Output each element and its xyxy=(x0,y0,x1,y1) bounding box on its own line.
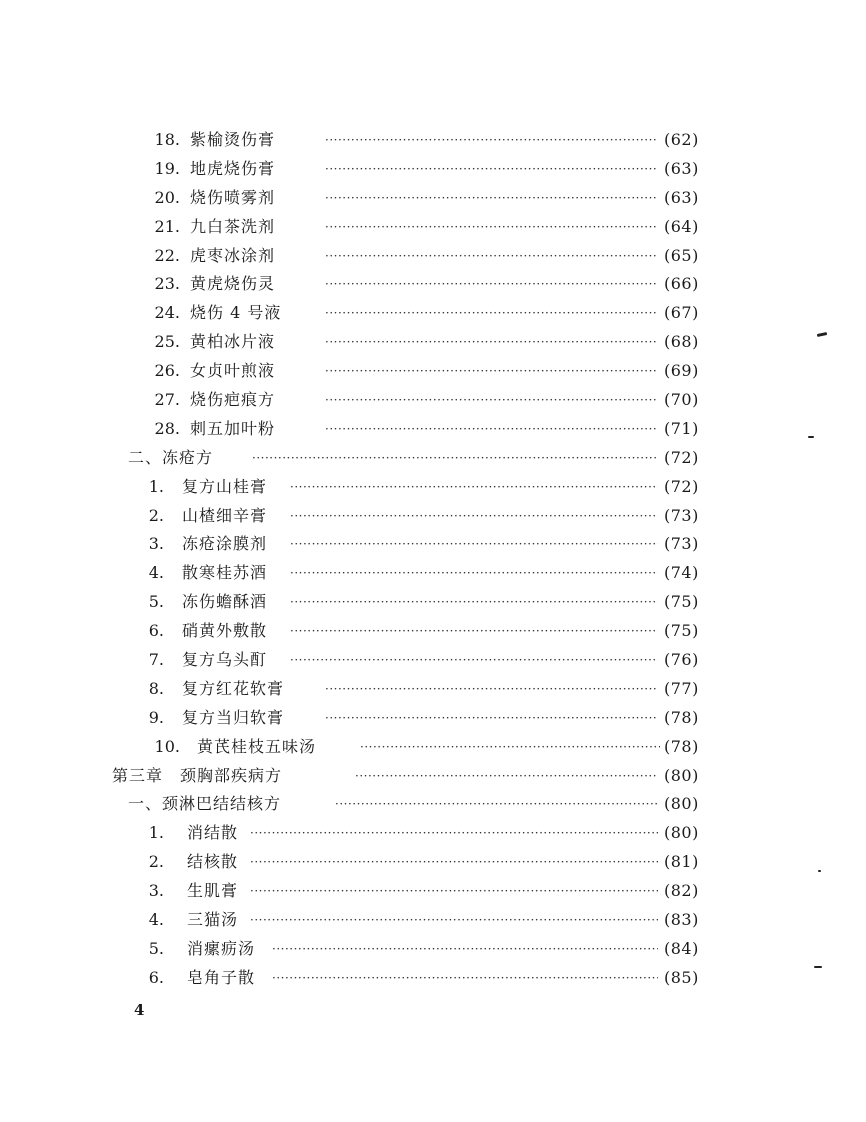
entry-page: (80) xyxy=(664,765,699,785)
toc-entry xyxy=(0,126,866,155)
toc-entry xyxy=(0,819,866,848)
entry-number: 3. xyxy=(148,534,164,554)
entry-title: 复方红花软膏 xyxy=(182,678,285,698)
page-number: 4 xyxy=(134,1001,145,1019)
toc-entry xyxy=(0,184,866,213)
entry-title: 女贞叶煎液 xyxy=(190,361,276,381)
entry-page: (70) xyxy=(664,390,699,410)
dot-leader xyxy=(325,357,658,386)
toc-entry xyxy=(0,357,866,386)
entry-page: (76) xyxy=(664,650,699,670)
entry-page: (64) xyxy=(664,216,699,236)
entry-number: 23. xyxy=(154,274,180,294)
entry-number: 6. xyxy=(148,621,164,641)
toc-entry xyxy=(0,848,866,877)
entry-number: 28. xyxy=(154,418,180,438)
entry-number: 26. xyxy=(154,361,180,381)
toc-entry xyxy=(0,242,866,271)
entry-page: (66) xyxy=(664,274,699,294)
entry-page: (82) xyxy=(664,881,699,901)
entry-page: (78) xyxy=(664,707,699,727)
entry-title: 黄柏冰片液 xyxy=(190,332,276,352)
entry-title: 紫榆烫伤膏 xyxy=(190,130,276,149)
dot-leader xyxy=(250,848,658,877)
dot-leader xyxy=(325,184,658,213)
toc-entry xyxy=(0,270,866,299)
table-of-contents xyxy=(0,126,866,993)
toc-entry xyxy=(0,588,866,617)
entry-title: 消瘰疬汤 xyxy=(187,938,256,958)
entry-number: 1. xyxy=(148,823,164,843)
dot-leader xyxy=(252,444,658,473)
toc-entry xyxy=(0,877,866,906)
dot-leader xyxy=(325,704,658,733)
entry-title: 生肌膏 xyxy=(187,881,239,901)
entry-number: 3. xyxy=(148,881,164,901)
entry-title: 结核散 xyxy=(187,852,239,872)
entry-page: (69) xyxy=(664,361,699,381)
scan-speck xyxy=(808,436,814,438)
entry-page: (75) xyxy=(664,621,699,641)
entry-title: 三猫汤 xyxy=(187,910,239,930)
dot-leader xyxy=(250,906,658,935)
toc-entry xyxy=(0,213,866,242)
entry-number: 20. xyxy=(154,187,180,207)
toc-section xyxy=(0,444,866,473)
dot-leader xyxy=(325,155,658,184)
dot-leader xyxy=(325,242,658,271)
toc-entry xyxy=(0,328,866,357)
dot-leader xyxy=(290,530,658,559)
entry-page: (81) xyxy=(664,852,699,872)
dot-leader xyxy=(290,559,658,588)
toc-chapter xyxy=(0,762,866,791)
dot-leader xyxy=(290,502,658,531)
entry-number: 8. xyxy=(148,678,164,698)
entry-title: 复方当归软膏 xyxy=(182,707,285,727)
entry-number: 25. xyxy=(154,332,180,352)
toc-entry xyxy=(0,559,866,588)
entry-page: (85) xyxy=(664,967,699,987)
entry-page: (72) xyxy=(664,476,699,496)
entry-title: 山楂细辛膏 xyxy=(182,505,268,525)
entry-title: 复方乌头酊 xyxy=(182,650,268,670)
scan-speck xyxy=(814,966,822,968)
entry-title: 冻伤蟾酥酒 xyxy=(182,592,268,612)
toc-entry xyxy=(0,704,866,733)
entry-page: (73) xyxy=(664,534,699,554)
entry-page: (77) xyxy=(664,678,699,698)
dot-leader xyxy=(325,675,658,704)
entry-number: 21. xyxy=(154,216,180,236)
entry-number: 2. xyxy=(148,505,164,525)
toc-entry xyxy=(0,473,866,502)
toc-entry xyxy=(0,935,866,964)
entry-number: 27. xyxy=(154,390,180,410)
entry-number: 6. xyxy=(148,967,164,987)
toc-entry xyxy=(0,617,866,646)
dot-leader xyxy=(290,588,658,617)
entry-title: 烧伤疤痕方 xyxy=(190,390,276,410)
dot-leader xyxy=(325,415,658,444)
entry-page: (67) xyxy=(664,303,699,323)
dot-leader xyxy=(290,473,658,502)
chapter-title: 第三章 颈胸部疾病方 xyxy=(112,765,283,785)
entry-number: 24. xyxy=(154,303,180,323)
entry-page: (74) xyxy=(664,563,699,583)
dot-leader xyxy=(335,790,658,819)
dot-leader xyxy=(250,877,658,906)
dot-leader xyxy=(272,964,658,993)
entry-number: 18. xyxy=(154,130,180,149)
toc-entry xyxy=(0,502,866,531)
entry-page: (73) xyxy=(664,505,699,525)
entry-title: 硝黄外敷散 xyxy=(182,621,268,641)
toc-entry xyxy=(0,675,866,704)
entry-page: (63) xyxy=(664,187,699,207)
entry-page: (63) xyxy=(664,158,699,178)
dot-leader xyxy=(250,819,658,848)
entry-page: (84) xyxy=(664,938,699,958)
dot-leader xyxy=(355,762,658,791)
toc-entry xyxy=(0,386,866,415)
entry-number: 10. xyxy=(154,736,180,756)
toc-section xyxy=(0,790,866,819)
dot-leader xyxy=(325,126,658,155)
entry-title: 烧伤喷雾剂 xyxy=(190,187,276,207)
dot-leader xyxy=(272,935,658,964)
entry-title: 冻疮涂膜剂 xyxy=(182,534,268,554)
toc-entry xyxy=(0,155,866,184)
toc-entry xyxy=(0,906,866,935)
dot-leader xyxy=(325,386,658,415)
entry-number: 19. xyxy=(154,158,180,178)
entry-title: 散寒桂苏酒 xyxy=(182,563,268,583)
dot-leader xyxy=(360,733,660,762)
dot-leader xyxy=(325,328,658,357)
toc-entry xyxy=(0,964,866,993)
entry-number: 5. xyxy=(148,938,164,958)
section-title: 二、冻疮方 xyxy=(128,447,214,467)
entry-page: (78) xyxy=(664,736,699,756)
scan-speck xyxy=(818,870,821,872)
entry-title: 复方山桂膏 xyxy=(182,476,268,496)
entry-number: 4. xyxy=(148,910,164,930)
dot-leader xyxy=(325,213,658,242)
toc-entry xyxy=(0,530,866,559)
entry-page: (62) xyxy=(664,130,699,149)
entry-title: 消结散 xyxy=(187,823,239,843)
entry-title: 烧伤 4 号液 xyxy=(190,303,282,323)
entry-title: 九白茶洗剂 xyxy=(190,216,276,236)
entry-page: (68) xyxy=(664,332,699,352)
entry-number: 1. xyxy=(148,476,164,496)
entry-number: 2. xyxy=(148,852,164,872)
entry-number: 9. xyxy=(148,707,164,727)
toc-entry xyxy=(0,646,866,675)
entry-page: (83) xyxy=(664,910,699,930)
entry-number: 5. xyxy=(148,592,164,612)
entry-number: 22. xyxy=(154,245,180,265)
dot-leader xyxy=(325,299,658,328)
entry-title: 黄芪桂枝五味汤 xyxy=(197,736,317,756)
section-title: 一、颈淋巴结结核方 xyxy=(128,794,282,814)
entry-title: 刺五加叶粉 xyxy=(190,418,276,438)
entry-title: 黄虎烧伤灵 xyxy=(190,274,276,294)
entry-page: (71) xyxy=(664,418,699,438)
entry-number: 4. xyxy=(148,563,164,583)
entry-title: 虎枣冰涂剂 xyxy=(190,245,276,265)
entry-page: (72) xyxy=(664,447,699,467)
toc-entry xyxy=(0,299,866,328)
dot-leader xyxy=(290,646,658,675)
entry-title: 皂角子散 xyxy=(187,967,256,987)
entry-page: (80) xyxy=(664,794,699,814)
entry-page: (65) xyxy=(664,245,699,265)
entry-page: (75) xyxy=(664,592,699,612)
toc-entry xyxy=(0,415,866,444)
dot-leader xyxy=(325,270,658,299)
entry-title: 地虎烧伤膏 xyxy=(190,158,276,178)
toc-entry xyxy=(0,733,866,762)
entry-number: 7. xyxy=(148,650,164,670)
dot-leader xyxy=(290,617,658,646)
entry-page: (80) xyxy=(664,823,699,843)
